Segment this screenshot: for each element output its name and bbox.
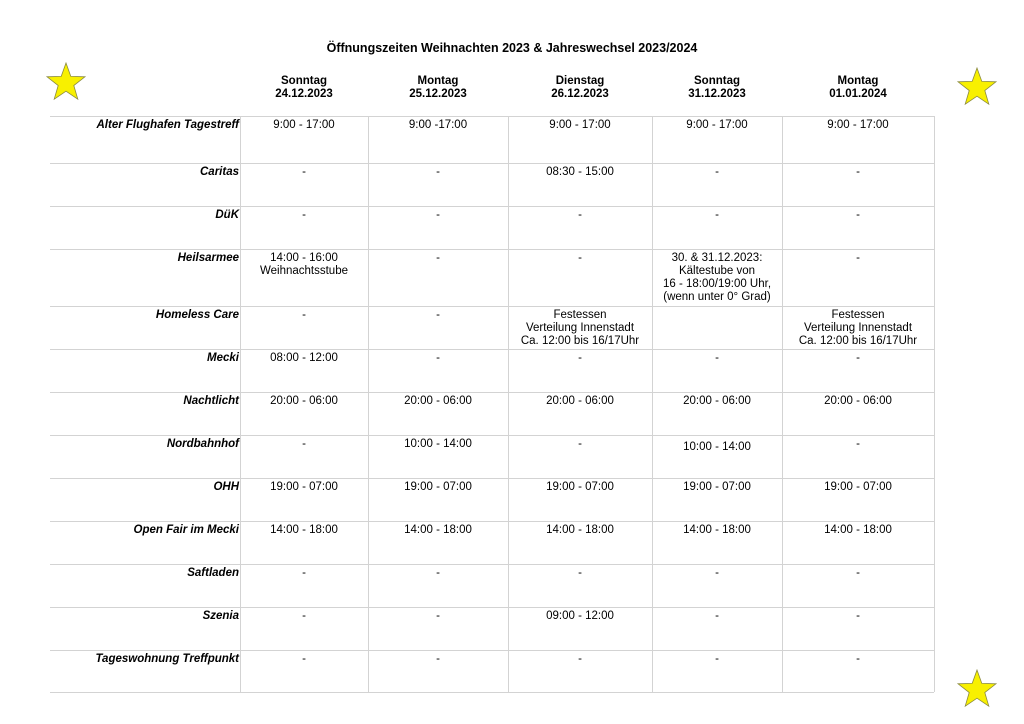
cell-line: 19:00 - 07:00 [546,481,614,493]
cell-line: 20:00 - 06:00 [683,395,751,407]
cell-line: - [856,567,860,579]
day-date: 26.12.2023 [551,88,609,100]
opening-hours-cell [508,309,652,348]
grid-line [50,306,934,307]
cell-line: - [436,309,440,321]
cell-line: Weihnachtsstube [259,265,348,277]
opening-hours-cell [782,309,934,348]
cell-line: - [856,653,860,665]
grid-line [50,521,934,522]
opening-hours-cell [782,252,934,265]
facility-name: Nordbahnhof [166,438,239,450]
opening-hours-cell [652,166,782,179]
cell-line: - [578,438,582,450]
opening-hours-cell [508,610,652,623]
cell-line: - [302,610,306,622]
opening-hours-cell [652,252,782,304]
grid-line [50,478,934,479]
day-header [782,75,934,101]
cell-line: 9:00 - 17:00 [273,119,335,131]
cell-line: - [856,352,860,364]
grid-line [50,650,934,651]
cell-line: 9:00 -17:00 [408,119,468,131]
cell-line: - [856,209,860,221]
opening-hours-cell [368,119,508,132]
day-weekday: Sonntag [694,75,740,87]
opening-hours-cell [782,352,934,365]
cell-line: - [302,567,306,579]
cell-line: - [436,352,440,364]
facility-name: Homeless Care [155,309,239,321]
cell-line: - [302,438,306,450]
facility-name: Mecki [207,352,239,364]
day-weekday: Sonntag [281,75,327,87]
cell-line: 20:00 - 06:00 [404,395,472,407]
cell-line: - [436,653,440,665]
opening-hours-cell [368,309,508,322]
cell-line: 19:00 - 07:00 [404,481,472,493]
cell-line: - [856,166,860,178]
cell-line: 9:00 - 17:00 [827,119,889,131]
facility-name: Nachtlicht [183,395,239,407]
opening-hours-cell [652,610,782,623]
cell-line: 19:00 - 07:00 [824,481,892,493]
opening-hours-cell [368,653,508,666]
opening-hours-cell [368,567,508,580]
opening-hours-cell [368,352,508,365]
cell-line: 9:00 - 17:00 [549,119,611,131]
facility-name: Szenia [202,610,239,622]
cell-line: - [578,352,582,364]
cell-line: 19:00 - 07:00 [270,481,338,493]
cell-line: Festessen [553,309,607,321]
facility-name: Open Fair im Mecki [133,524,239,536]
opening-hours-cell [782,209,934,222]
cell-line: - [715,653,719,665]
opening-hours-cell [652,567,782,580]
facility-name: Alter Flughafen Tagestreff [96,119,239,131]
opening-hours-cell [240,653,368,666]
cell-line: - [856,438,860,450]
opening-hours-cell [782,653,934,666]
day-date: 24.12.2023 [275,88,333,100]
grid-line [50,607,934,608]
opening-hours-cell [652,653,782,666]
page-title: Öffnungszeiten Weihnachten 2023 & Jahreswechsel 2023/2024 [326,41,698,55]
grid-line [50,206,934,207]
star-icon [956,669,998,709]
cell-line: Festessen [831,309,885,321]
cell-line: - [715,209,719,221]
opening-hours-cell [508,352,652,365]
opening-hours-cell [240,252,368,278]
opening-hours-cell [782,610,934,623]
cell-line: Verteilung Innenstadt [803,322,913,334]
grid-line [50,163,934,164]
opening-hours-cell [508,252,652,265]
cell-line: 10:00 - 14:00 [683,441,751,453]
opening-hours-cell [652,481,782,494]
grid-line [50,249,934,250]
cell-line: - [436,166,440,178]
cell-line: 16 - 18:00/19:00 Uhr, [662,278,772,290]
cell-line: - [302,309,306,321]
cell-line: - [436,567,440,579]
opening-hours-cell [240,119,368,132]
opening-hours-cell [368,252,508,265]
day-header [508,75,652,101]
opening-hours-cell [508,395,652,408]
opening-hours-cell [508,653,652,666]
cell-line: - [302,166,306,178]
cell-line: 30. & 31.12.2023: [671,252,763,264]
cell-line: Kältestube von [678,265,756,277]
cell-line: - [856,610,860,622]
day-date: 01.01.2024 [829,88,887,100]
cell-line: - [436,610,440,622]
cell-line: 9:00 - 17:00 [686,119,748,131]
opening-hours-cell [508,166,652,179]
star-icon [956,67,998,107]
cell-line: - [436,209,440,221]
opening-hours-cell [240,209,368,222]
cell-line: - [302,209,306,221]
cell-line: (wenn unter 0° Grad) [663,291,771,303]
opening-hours-cell [240,438,368,451]
opening-hours-cell [368,438,508,451]
cell-line: - [578,252,582,264]
cell-line: Verteilung Innenstadt [525,322,635,334]
grid-line [50,392,934,393]
cell-line: - [715,352,719,364]
cell-line: 14:00 - 18:00 [270,524,338,536]
facility-name: Saftladen [187,567,239,579]
day-weekday: Montag [417,75,459,87]
opening-hours-cell [368,524,508,537]
cell-line: Ca. 12:00 bis 16/17Uhr [520,335,640,347]
cell-line: 08:00 - 12:00 [270,352,338,364]
cell-line: 20:00 - 06:00 [824,395,892,407]
opening-hours-cell [652,395,782,408]
opening-hours-cell [240,309,368,322]
opening-hours-cell [368,481,508,494]
opening-hours-cell [368,610,508,623]
opening-hours-cell [652,352,782,365]
star-icon [45,62,87,102]
opening-hours-cell [652,119,782,132]
grid-line [50,349,934,350]
day-weekday: Montag [837,75,879,87]
cell-line: 20:00 - 06:00 [270,395,338,407]
cell-line: 14:00 - 18:00 [546,524,614,536]
cell-line: 14:00 - 18:00 [683,524,751,536]
opening-hours-cell [652,441,782,454]
facility-name: OHH [213,481,239,493]
cell-line: - [856,252,860,264]
facility-name: Tageswohnung Treffpunkt [95,653,239,665]
grid-line [50,116,934,117]
grid-line [934,116,935,692]
facility-name: DüK [215,209,239,221]
cell-line: - [578,653,582,665]
facility-name: Caritas [200,166,239,178]
cell-line: - [715,567,719,579]
opening-hours-cell [240,610,368,623]
opening-hours-cell [782,395,934,408]
cell-line: 14:00 - 16:00 [270,252,338,264]
cell-line: - [578,209,582,221]
opening-hours-cell [782,119,934,132]
grid-line [50,435,934,436]
day-date: 25.12.2023 [409,88,467,100]
cell-line: 14:00 - 18:00 [404,524,472,536]
opening-hours-cell [368,395,508,408]
opening-hours-cell [508,567,652,580]
cell-line: 09:00 - 12:00 [546,610,614,622]
opening-hours-cell [652,524,782,537]
opening-hours-cell [240,352,368,365]
opening-hours-cell [782,524,934,537]
opening-hours-cell [782,481,934,494]
day-header [368,75,508,101]
opening-hours-cell [508,524,652,537]
cell-line: 20:00 - 06:00 [546,395,614,407]
opening-hours-cell [508,481,652,494]
opening-hours-cell [240,524,368,537]
grid-line [50,692,934,693]
opening-hours-cell [240,481,368,494]
day-header [652,75,782,101]
cell-line: - [578,567,582,579]
opening-hours-cell [782,166,934,179]
day-date: 31.12.2023 [688,88,746,100]
cell-line: Ca. 12:00 bis 16/17Uhr [798,335,918,347]
cell-line: 08:30 - 15:00 [546,166,614,178]
grid-line [50,564,934,565]
opening-hours-cell [782,567,934,580]
opening-hours-cell [240,567,368,580]
day-header [240,75,368,101]
opening-hours-cell [508,438,652,451]
opening-hours-cell [240,166,368,179]
day-weekday: Dienstag [555,75,605,87]
opening-hours-cell [652,209,782,222]
opening-hours-cell [368,209,508,222]
opening-hours-cell [508,209,652,222]
opening-hours-cell [240,395,368,408]
opening-hours-cell [368,166,508,179]
facility-name: Heilsarmee [177,252,239,264]
cell-line: 19:00 - 07:00 [683,481,751,493]
cell-line: - [436,252,440,264]
cell-line: 10:00 - 14:00 [404,438,472,450]
cell-line: - [715,166,719,178]
cell-line: - [302,653,306,665]
opening-hours-cell [508,119,652,132]
cell-line: 14:00 - 18:00 [824,524,892,536]
cell-line: - [715,610,719,622]
opening-hours-cell [782,438,934,451]
